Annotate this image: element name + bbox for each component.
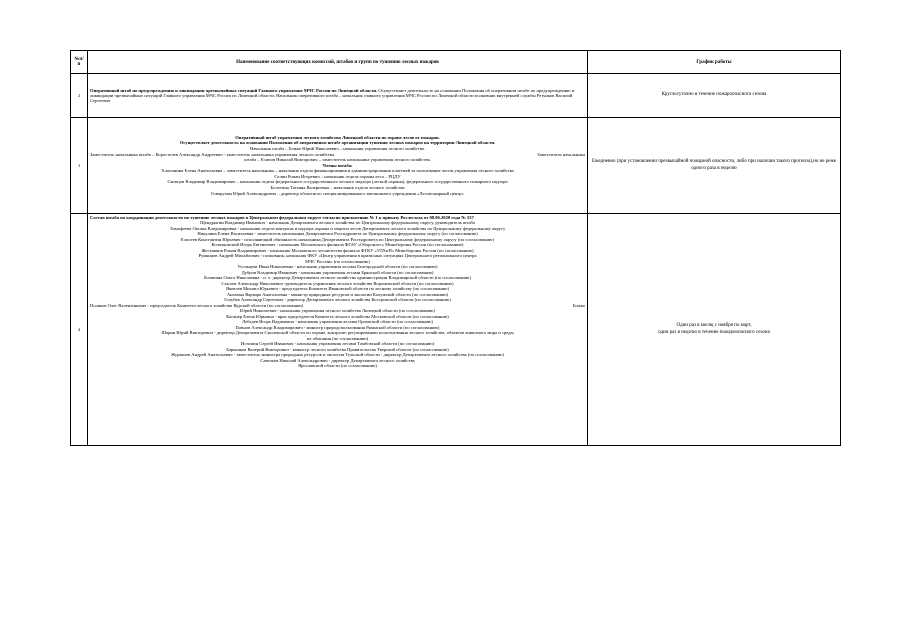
- members-heading: Члены штаба:: [322, 162, 353, 168]
- header-schedule: График работы: [588, 51, 841, 74]
- text-line: их обитания (по согласованию): [306, 335, 369, 341]
- table-row: [71, 214, 841, 446]
- text-line: Заместитель начальника штаба – Коростелев Александр Андреевич - заместитель начальника управления лесного хозяйства. Заместитель начальника: [90, 151, 585, 157]
- row-content: [88, 118, 588, 214]
- text-line: Савельев Николай Александрович - директор Департамента лесного хозяйства: [260, 357, 415, 363]
- text-line: Лебедев Игорь Вадимович - начальник управления лесами Орловской области (по согласованию): [242, 319, 433, 325]
- text-line: Усольцева Нина Николаевна - начальник управления лесами Белгородской области (по согласованию): [237, 264, 438, 270]
- text-line: штаба – Есипов Николай Викторович – заместитель начальника управления лесного хозяйства.: [244, 156, 431, 162]
- row-title: Состав штаба по координации деятельности по тушению лесных пожаров в Центральном федеральном округе согласно приложению № 1 к приказу Рослесхоза от 08.06.2020 года № 537: [90, 215, 474, 220]
- text-line: Дубров Владимир Иванович - начальник управления лесами Брянской области (по согласованию): [241, 269, 434, 275]
- text-line: Селин Роман Игоревич – начальник отдела охраны леса – РЦДУ: [274, 173, 401, 179]
- text-line: Хлопонина Елена Анатольевна – заместитель начальника – начальник отдела финансирования и администрирования платежей за пользование лесом управления лесного хозяйства: [161, 168, 514, 174]
- table-row: [71, 118, 841, 214]
- text-line: Сысоев Александр Николаевич -руководитель управления лесного хозяйства Воронежской области (по согласованию): [221, 280, 454, 286]
- text-line: Повнов Александр Владимирович - министр природопользования Рязанской области (по согласованию): [235, 324, 440, 330]
- text-line: Юрий Николаевич - начальник управления лесного хозяйства Липецкой области (по согласованию): [240, 308, 435, 314]
- row-text: Осуществляет деятельность на основании Положения об оперативном штабе по предупреждению и ликвидации чрезвычайных ситуаций Главного управления МЧС России по Липецкой области. Начальник оперативного штаба – начальник главного управления МЧС России по Липецкой области полковник внутренней службы Резунков Василий Сергеевич: [90, 87, 575, 104]
- text-line: Говорухин Юрий Александрович – директор областного специализированного автономного учреждения «Лесопожарный центр»: [211, 190, 464, 196]
- schedule-line: Один раз в месяц с ноября по март,: [676, 323, 752, 329]
- table-header-row: [71, 51, 841, 74]
- row-content: [88, 74, 588, 118]
- text-line: Анохина Варвара Анатольевна - министр природных ресурсов и экологии Калужской области (по согласованию): [226, 291, 449, 297]
- text-line: Румянцев Андрей Михайлович - полковник, начальник ФКУ «Центр управления в кризисных ситуациях Центрального регионального центра: [198, 253, 477, 259]
- row-title: Оперативный штаб по предупреждению и ликвидации чрезвычайных ситуаций Главного управление МЧС России по Липецкой области.: [90, 87, 378, 93]
- text-line: Начальник штаба – Божко Юрий Николаевич – начальник управления лесного хозяйства.: [250, 146, 425, 152]
- row-schedule: Круглосуточно в течение пожароопасного сезона: [588, 74, 841, 118]
- row-number: 2: [71, 74, 88, 118]
- text-line: Елисеев Константин Юрьевич - исполняющий обязанность начальника Департамента Росгидромета по Центральному федеральному округу (по согласованию): [181, 236, 494, 242]
- text-line: Шарин Юрий Викторович - директор Департамента Смоленской области по охране, контролю регулированию использования лесного хозяйства, объектов животного мира и среды: [161, 330, 514, 336]
- text-line: Истомин Сергей Иванович - начальник управления лесами Тамбовской области (по согласованию): [240, 341, 435, 347]
- row-content: [88, 214, 588, 446]
- text-line: Никулина Елена Васильевна - заместитель начальника Департамента Росгидромета по Центральному федеральному округу (по согласованию): [197, 231, 478, 237]
- text-line: Голубев Александр Сергеевич - директор Департамента лесного хозяйства Костромской области (по согласованию): [224, 297, 451, 303]
- text-line: Журавлев Андрей Анатольевич - заместитель министра природных ресурсов и экологии Тульской области - директор Департамента лесного хозяйства (по согласованию): [171, 352, 504, 358]
- text-line: Жестников Роман Владимирович - начальник Московского лесничества филиала ФГКУ «УЛХиП» Минобороны России (по согласованию): [201, 247, 474, 253]
- row-subtitle: Осуществляет деятельность на основании Положения об оперативном штабе организации тушения лесных пожаров на территории Липецкой области.: [179, 140, 496, 146]
- row-number: 4: [71, 214, 88, 446]
- text-line: Каганер Елена Юрьевна - врио председателя Комитета лесного хозяйства Московской области (по согласованию): [226, 313, 449, 319]
- text-line: Колпаковский Игорь Евгеньевич - начальник Московского филиала ФГАУ «Оборонлес» Минобороны России (по согласованию): [211, 242, 464, 248]
- text-line: Поляков Олег Валентинович - председатель Комитета лесного хозяйства Курской области (по согласованию) Божко: [90, 302, 585, 308]
- text-line: Ярославской области (по согласованию): [298, 363, 377, 369]
- text-line: Барышков Валерий Викторович - министр лесного хозяйства Правительства Тверской области (по согласованию): [226, 346, 449, 352]
- row-schedule: Ежедневно (при установлении чрезвычайной пожарной опасности, либо при наличии такого прогноза),но не реже одного раза в неделю: [588, 118, 841, 214]
- text-line: Болотина Татьяна Валерьевна – начальник отдела лесного хозяйства: [270, 184, 405, 190]
- text-line: МЧС России» (по согласованию): [305, 258, 370, 264]
- header-num: №п/п: [71, 51, 88, 74]
- row-schedule: [588, 214, 841, 446]
- table-row: [71, 74, 841, 118]
- commissions-table: [70, 50, 841, 446]
- text-line: Тимофеева Оксана Владимировна - начальник отдела контроля и надзора охраны и защиты лесов Департамента лесного хозяйства по Центральному федеральному округу: [169, 225, 506, 231]
- text-line: Скопцов Владимир Владимирович – начальник отдела федерального государственного лесного надзора (лесной охраны), федерального государственного пожарного надзора: [167, 179, 508, 185]
- text-line: Щендрыгин Владимир Иванович - начальник Департамента лесного хозяйства по Центральному федеральному округу, руководитель штаба: [200, 220, 475, 226]
- header-name: Наименование соответствующих комиссий, штабов и групп по тушению лесных пожаров: [88, 51, 588, 74]
- text-line: Яковлев Михаил Юрьевич - председатель Комитета Ивановской области по лесному хозяйству (по согласованию): [225, 286, 450, 292]
- row-title: Оперативный штаб управления лесного хозяйства Липецкой области по охране лесов от пожаров.: [235, 134, 440, 140]
- row-number: 3: [71, 118, 88, 214]
- text-line: Клишина Ольга Николаевна - и. о. директор Департамента лесного хозяйства администрации Владимирской области (по согласованию): [204, 275, 471, 281]
- schedule-line: один раз в неделю в течение пожароопасного сезона: [658, 329, 770, 335]
